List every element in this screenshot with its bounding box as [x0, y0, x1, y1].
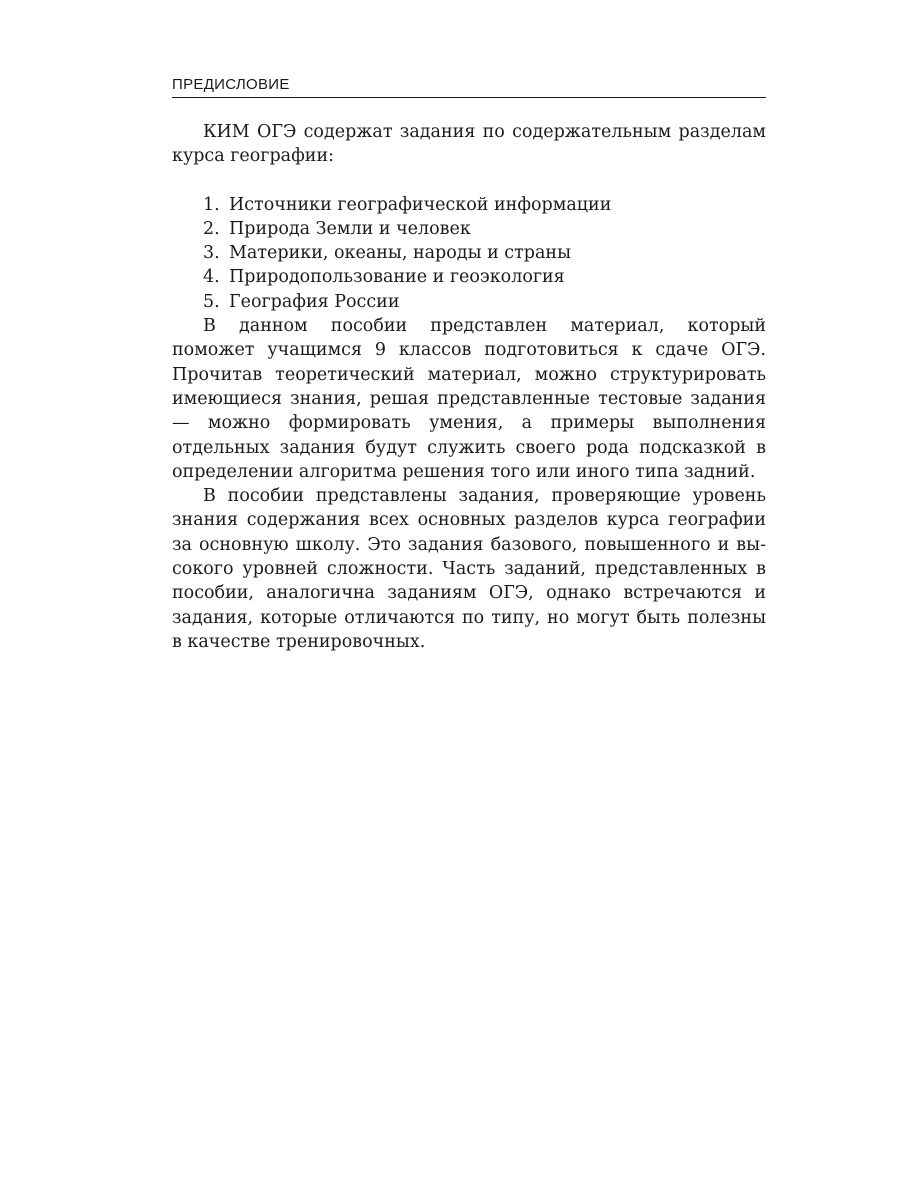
list-item-label: Источники географической информации [229, 194, 612, 215]
running-title: ПРЕДИСЛОВИЕ [172, 76, 290, 93]
list-item [172, 290, 766, 314]
body-paragraph-1: В данном пособии представлен материал, который поможет учащимся 9 классов подготовиться к сдаче ОГЭ. Прочитав теоретический материал, можно структурировать имеющиеся знания, решая представленные тестовые задания — можно формировать умения, а примеры выполнения отдельных задания будут служить своего рода подсказкой в определении алгоритма решения того или иного типа задний. [172, 316, 766, 482]
list-item-label: Природа Земли и человек [229, 218, 471, 239]
list-item [172, 265, 766, 289]
list-item-number: 3. [203, 243, 220, 264]
sections-list [172, 193, 766, 314]
intro-paragraph: КИМ ОГЭ содержат задания по содержательным разделам курса географии: [172, 122, 766, 167]
list-item-number: 1. [203, 194, 220, 215]
body-paragraph-2: В пособии представлены задания, проверяющие уровень знания содержания всех основных разделов курса географии за основную школу. Это задания базового, повышенного и высокого уровней сложности. Часть заданий, представленных в пособии, аналогична заданиям ОГЭ, однако встречаются и задания, которые отличаются по типу, но могут быть полезны в качестве тренировочных. [172, 486, 766, 652]
list-item-label: Материки, океаны, народы и страны [229, 243, 572, 264]
running-header [172, 76, 766, 98]
list-item [172, 241, 766, 265]
list-item-label: География России [229, 291, 400, 312]
list-item-number: 2. [203, 218, 220, 239]
list-item-number: 4. [203, 267, 220, 288]
list-item [172, 193, 766, 217]
list-item [172, 217, 766, 241]
page-body [172, 120, 766, 654]
list-item-label: Природопользование и геоэкология [229, 267, 565, 288]
list-item-number: 5. [203, 291, 220, 312]
